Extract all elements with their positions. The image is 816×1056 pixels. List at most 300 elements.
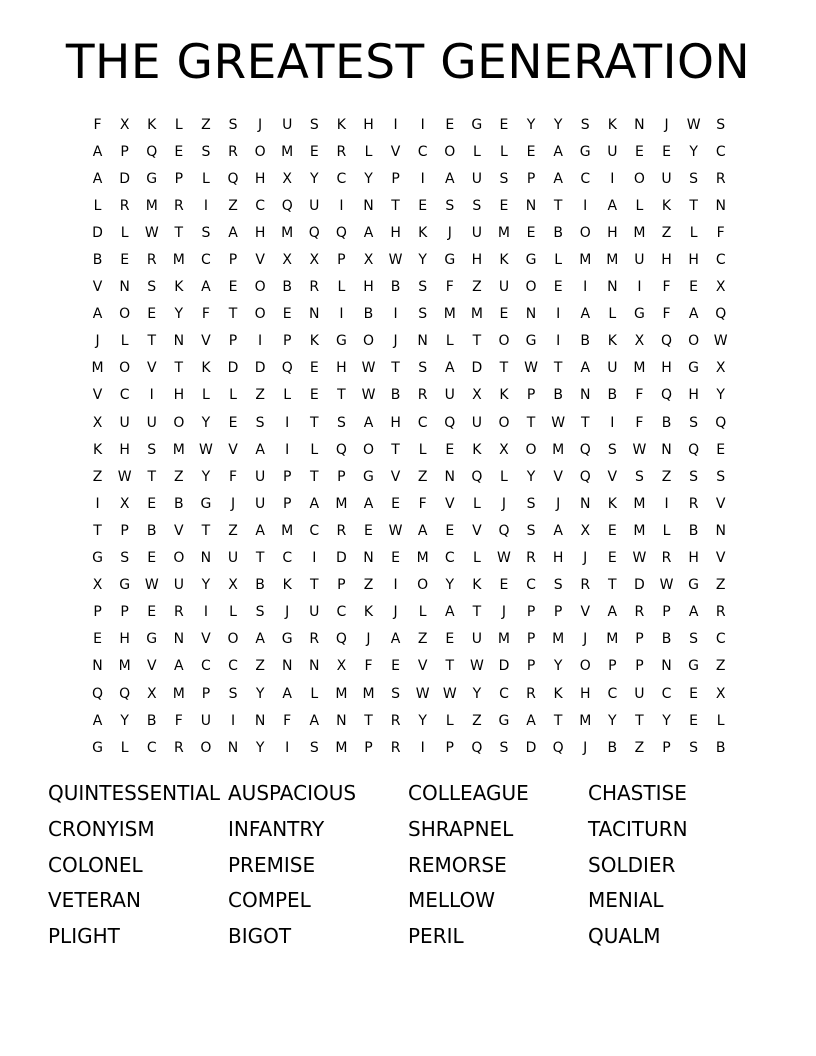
grid-letter: H [552, 550, 564, 567]
grid-letter: S [418, 360, 428, 377]
grid-letter: U [254, 495, 266, 512]
grid-letter: Y [553, 116, 563, 133]
grid-letter: Z [255, 658, 265, 675]
grid-letter: N [579, 387, 591, 404]
grid-row [84, 653, 735, 680]
grid-letter: W [469, 658, 484, 675]
grid-letter: X [634, 333, 645, 350]
grid-letter: Q [335, 441, 347, 458]
grid-letter: K [418, 224, 428, 241]
grid-row [84, 355, 735, 382]
grid-letter: J [583, 631, 588, 648]
grid-letter: S [580, 116, 590, 133]
grid-letter: Z [661, 468, 672, 485]
word-list-item: AUSPACIOUS [228, 781, 357, 805]
grid-letter: Y [310, 170, 319, 187]
grid-letter: Y [201, 414, 211, 431]
grid-letter: N [92, 658, 103, 675]
grid-letter: X [336, 658, 347, 675]
grid-letter: L [608, 306, 617, 323]
grid-letter: J [285, 604, 290, 621]
grid-letter: M [281, 224, 294, 241]
grid-letter: I [230, 712, 236, 729]
grid-letter: N [715, 197, 726, 214]
grid-letter: M [552, 631, 565, 648]
grid-letter: T [228, 306, 238, 323]
grid-letter: S [445, 197, 455, 214]
grid-letter: V [390, 468, 401, 485]
grid-letter: O [119, 306, 131, 323]
grid-letter: N [363, 550, 374, 567]
grid-letter: O [254, 143, 266, 160]
grid-letter: A [255, 441, 265, 458]
grid-letter: U [444, 387, 455, 404]
grid-letter: O [362, 441, 374, 458]
word-list-item: COMPEL [228, 888, 311, 913]
grid-letter: I [556, 306, 561, 323]
grid-letter: H [579, 685, 591, 702]
grid-letter: K [147, 116, 157, 133]
grid-letter: S [526, 495, 536, 512]
grid-letter: N [661, 441, 672, 458]
grid-letter: H [688, 252, 699, 269]
grid-letter: X [282, 170, 292, 187]
grid-letter: C [499, 685, 509, 702]
grid-letter: M [335, 739, 348, 756]
grid-letter: O [119, 360, 131, 377]
grid-letter: U [200, 712, 212, 729]
grid-letter: M [335, 495, 348, 512]
grid-row [84, 599, 735, 626]
grid-letter: W [361, 360, 376, 377]
grid-letter: M [497, 224, 510, 241]
grid-letter: P [337, 577, 346, 594]
grid-letter: T [580, 414, 590, 431]
grid-letter: A [580, 306, 591, 323]
grid-letter: D [471, 360, 483, 377]
grid-letter: Q [661, 333, 673, 350]
grid-letter: E [499, 116, 509, 133]
grid-letter: J [583, 739, 588, 756]
grid-letter: G [471, 116, 483, 133]
grid-letter: K [472, 441, 482, 458]
grid-letter: M [497, 631, 510, 648]
grid-letter: C [255, 197, 265, 214]
grid-letter: E [147, 550, 157, 567]
grid-letter: M [362, 685, 375, 702]
grid-letter: M [552, 441, 565, 458]
grid-letter: E [526, 143, 536, 160]
grid-letter: V [417, 658, 428, 675]
grid-letter: T [526, 414, 536, 431]
grid-letter: K [282, 577, 292, 594]
grid-letter: E [689, 279, 699, 296]
grid-letter: U [634, 252, 645, 269]
grid-row [84, 545, 735, 572]
grid-letter: F [418, 495, 427, 512]
grid-letter: H [363, 279, 374, 296]
grid-letter: H [119, 631, 130, 648]
grid-letter: G [363, 468, 374, 485]
grid-letter: C [715, 631, 726, 648]
grid-letter: P [337, 468, 346, 485]
word-list-item: MELLOW [408, 888, 495, 913]
grid-letter: Z [472, 712, 482, 729]
grid-letter: N [173, 631, 185, 648]
grid-letter: P [120, 604, 129, 621]
grid-letter: X [92, 577, 103, 594]
grid-letter: A [444, 604, 455, 621]
grid-letter: L [202, 170, 210, 187]
grid-letter: U [661, 170, 672, 187]
grid-letter: A [282, 685, 292, 702]
grid-letter: F [283, 712, 292, 729]
grid-letter: U [309, 197, 320, 214]
word-list-item: TACITURN [588, 816, 688, 841]
grid-letter: D [336, 550, 347, 567]
grid-letter: K [363, 604, 374, 621]
grid-letter: H [390, 414, 401, 431]
grid-letter: H [336, 360, 347, 377]
grid-letter: B [390, 387, 401, 404]
grid-letter: M [633, 360, 646, 377]
grid-letter: A [526, 712, 536, 729]
grid-letter: M [443, 306, 456, 323]
grid-letter: F [228, 468, 238, 485]
grid-letter: O [579, 224, 591, 241]
grid-letter: Y [689, 143, 698, 160]
grid-letter: Z [228, 522, 238, 539]
grid-letter: C [201, 252, 211, 269]
grid-letter: I [312, 550, 317, 567]
grid-letter: R [309, 631, 320, 648]
grid-letter: C [715, 252, 726, 269]
grid-letter: R [173, 604, 184, 621]
grid-letter: V [201, 333, 211, 350]
grid-letter: V [607, 468, 618, 485]
grid-letter: J [366, 631, 371, 648]
grid-letter: Q [688, 441, 700, 458]
grid-letter: E [147, 604, 157, 621]
grid-letter: R [526, 550, 536, 567]
grid-row [84, 572, 735, 599]
grid-letter: P [228, 252, 238, 269]
grid-letter: F [662, 306, 671, 323]
grid-letter: I [583, 279, 588, 296]
grid-letter: A [309, 495, 320, 512]
grid-letter: O [254, 306, 266, 323]
grid-letter: A [174, 658, 184, 675]
grid-letter: G [444, 252, 456, 269]
grid-letter: K [607, 495, 617, 512]
grid-letter: G [498, 712, 510, 729]
grid-letter: W [415, 685, 430, 702]
grid-letter: C [146, 739, 157, 756]
grid-letter: M [145, 197, 158, 214]
grid-letter: A [309, 712, 320, 729]
grid-letter: Y [716, 387, 725, 404]
grid-letter: S [499, 739, 509, 756]
grid-letter: A [255, 522, 265, 539]
grid-letter: B [688, 522, 699, 539]
grid-letter: O [688, 333, 700, 350]
grid-letter: I [610, 170, 615, 187]
grid-row [84, 680, 735, 707]
grid-letter: T [310, 577, 319, 594]
grid-letter: T [147, 333, 157, 350]
grid-letter: T [255, 550, 265, 567]
grid-letter: T [553, 360, 563, 377]
grid-letter: A [444, 170, 455, 187]
grid-letter: X [472, 387, 482, 404]
grid-letter: E [228, 414, 238, 431]
grid-letter: D [254, 360, 266, 377]
grid-letter: Y [608, 712, 617, 729]
grid-letter: A [363, 224, 374, 241]
grid-letter: L [174, 116, 183, 133]
grid-letter: T [553, 197, 563, 214]
grid-letter: L [93, 197, 102, 214]
grid-row [84, 734, 735, 761]
grid-letter: P [553, 604, 563, 621]
grid-letter: C [417, 143, 428, 160]
grid-letter: N [336, 712, 347, 729]
grid-letter: V [444, 495, 455, 512]
grid-letter: Z [228, 197, 238, 214]
grid-letter: W [361, 387, 376, 404]
grid-letter: O [254, 279, 266, 296]
grid-letter: M [172, 252, 185, 269]
grid-letter: X [499, 441, 509, 458]
grid-row [84, 409, 735, 436]
grid-letter: S [201, 224, 211, 241]
grid-letter: Y [418, 252, 427, 269]
grid-letter: D [634, 577, 645, 594]
grid-letter: A [255, 631, 265, 648]
grid-letter: C [444, 550, 455, 567]
grid-letter: F [93, 116, 102, 133]
grid-letter: U [173, 577, 184, 594]
grid-letter: B [607, 739, 618, 756]
grid-letter: W [442, 685, 457, 702]
word-list-item: QUALM [588, 924, 661, 949]
grid-letter: H [119, 441, 130, 458]
grid-letter: T [147, 468, 157, 485]
grid-letter: I [393, 116, 398, 133]
grid-letter: O [362, 333, 374, 350]
word-list-item: REMORSE [408, 852, 507, 877]
grid-row [84, 165, 735, 192]
grid-letter: K [336, 116, 346, 133]
grid-letter: V [390, 143, 401, 160]
grid-letter: D [227, 360, 239, 377]
grid-letter: E [553, 279, 563, 296]
grid-letter: A [363, 414, 374, 431]
grid-letter: P [662, 739, 671, 756]
grid-letter: K [499, 252, 509, 269]
grid-letter: H [607, 224, 618, 241]
grid-letter: S [418, 306, 428, 323]
grid-letter: U [607, 360, 618, 377]
grid-letter: V [228, 441, 238, 458]
grid-letter: M [172, 441, 185, 458]
grid-letter: H [471, 252, 483, 269]
grid-letter: R [634, 604, 645, 621]
grid-letter: Y [445, 577, 455, 594]
grid-letter: U [471, 414, 482, 431]
grid-letter: R [173, 197, 184, 214]
grid-letter: O [444, 143, 456, 160]
grid-letter: S [499, 170, 509, 187]
grid-letter: V [92, 279, 103, 296]
grid-letter: M [470, 306, 483, 323]
grid-letter: Z [634, 739, 645, 756]
grid-letter: U [146, 414, 157, 431]
grid-letter: E [364, 522, 373, 539]
grid-letter: M [335, 685, 348, 702]
grid-row [84, 436, 735, 463]
grid-letter: F [445, 279, 454, 296]
grid-letter: T [391, 441, 400, 458]
grid-letter: U [498, 279, 510, 296]
grid-letter: A [553, 143, 563, 160]
grid-letter: R [715, 170, 726, 187]
grid-letter: S [607, 441, 617, 458]
grid-letter: T [635, 712, 644, 729]
grid-row [84, 246, 735, 273]
grid-letter: T [445, 658, 455, 675]
grid-letter: C [309, 522, 320, 539]
grid-letter: U [227, 550, 239, 567]
grid-letter: W [659, 577, 674, 594]
grid-letter: J [664, 116, 669, 133]
grid-letter: T [174, 224, 184, 241]
grid-letter: H [661, 252, 672, 269]
grid-letter: P [635, 658, 644, 675]
word-list-item: MENIAL [588, 888, 664, 913]
grid-letter: B [390, 279, 401, 296]
grid-letter: E [174, 143, 184, 160]
grid-letter: U [607, 143, 618, 160]
grid-letter: T [391, 197, 400, 214]
grid-letter: L [337, 279, 346, 296]
grid-letter: N [309, 306, 320, 323]
grid-letter: E [662, 143, 671, 160]
grid-letter: M [172, 685, 185, 702]
grid-letter: R [309, 279, 320, 296]
grid-letter: N [661, 658, 672, 675]
grid-letter: R [336, 143, 347, 160]
grid-letter: W [388, 252, 403, 269]
grid-letter: E [499, 306, 509, 323]
grid-letter: Q [471, 739, 483, 756]
grid-letter: L [445, 712, 454, 729]
grid-letter: Y [120, 712, 129, 729]
grid-letter: B [661, 414, 672, 431]
grid-letter: T [499, 360, 509, 377]
grid-letter: V [715, 495, 726, 512]
grid-letter: G [525, 333, 537, 350]
grid-letter: R [390, 739, 401, 756]
grid-row [84, 463, 735, 490]
grid-letter: K [607, 333, 617, 350]
grid-letter: E [634, 143, 644, 160]
grid-row [84, 328, 735, 355]
grid-letter: E [93, 631, 102, 648]
grid-letter: G [525, 252, 537, 269]
grid-letter: X [363, 252, 374, 269]
grid-letter: F [635, 387, 644, 404]
grid-letter: L [716, 712, 725, 729]
grid-letter: L [310, 441, 319, 458]
grid-letter: X [715, 685, 726, 702]
word-list-item: COLLEAGUE [408, 781, 529, 805]
grid-letter: K [499, 387, 509, 404]
grid-letter: V [715, 550, 726, 567]
grid-letter: G [119, 577, 131, 594]
grid-letter: P [526, 170, 536, 187]
grid-letter: I [610, 414, 615, 431]
grid-letter: E [309, 360, 319, 377]
grid-letter: Q [552, 739, 564, 756]
grid-letter: U [254, 468, 266, 485]
grid-letter: M [281, 522, 294, 539]
grid-letter: Q [498, 522, 510, 539]
grid-letter: Q [227, 170, 239, 187]
grid-letter: T [93, 522, 102, 539]
grid-letter: L [472, 495, 481, 512]
grid-letter: S [689, 739, 699, 756]
grid-letter: G [146, 170, 158, 187]
grid-letter: N [607, 279, 618, 296]
grid-letter: R [526, 685, 536, 702]
grid-letter: L [418, 604, 427, 621]
grid-letter: I [420, 116, 425, 133]
grid-letter: P [608, 658, 617, 675]
word-list-item: PERIL [408, 924, 464, 949]
grid-letter: E [689, 685, 699, 702]
grid-letter: Q [579, 441, 591, 458]
grid-letter: M [91, 360, 104, 377]
grid-letter: A [92, 143, 103, 160]
grid-letter: K [309, 333, 319, 350]
grid-row [84, 219, 735, 246]
grid-letter: I [285, 441, 290, 458]
grid-letter: H [688, 550, 699, 567]
grid-letter: I [393, 577, 398, 594]
grid-letter: Y [174, 306, 184, 323]
grid-letter: T [689, 197, 698, 214]
grid-letter: W [117, 468, 132, 485]
grid-row [84, 490, 735, 517]
grid-letter: J [230, 495, 236, 512]
grid-letter: A [553, 170, 563, 187]
grid-letter: G [579, 143, 591, 160]
grid-letter: H [254, 224, 266, 241]
grid-letter: A [363, 495, 374, 512]
grid-letter: N [417, 333, 428, 350]
grid-letter: E [445, 441, 455, 458]
grid-letter: A [580, 360, 591, 377]
grid-letter: G [335, 333, 347, 350]
grid-letter: A [92, 170, 103, 187]
grid-letter: B [146, 522, 157, 539]
grid-letter: E [526, 224, 536, 241]
grid-letter: X [228, 577, 238, 594]
word-list-item: CHASTISE [588, 781, 687, 805]
grid-letter: B [92, 252, 103, 269]
grid-letter: R [119, 197, 130, 214]
